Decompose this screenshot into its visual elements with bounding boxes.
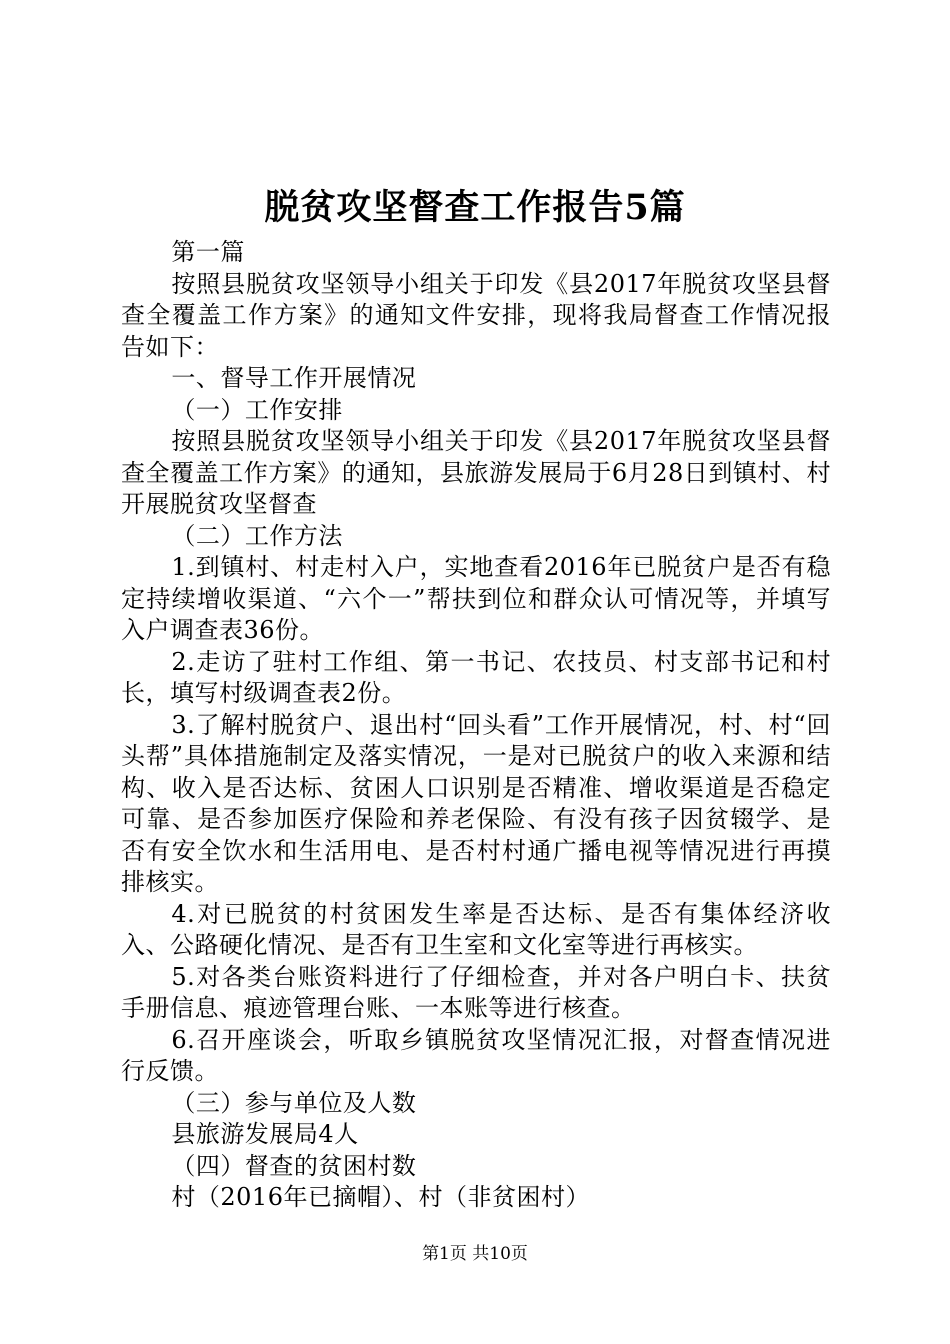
method-item-4: 4.对已脱贫的村贫困发生率是否达标、是否有集体经济收入、公路硬化情况、是否有卫生室和文化室等进行再核实。 xyxy=(121,899,831,959)
subsection-heading-4: （四）督查的贫困村数 xyxy=(171,1151,417,1180)
subsection-heading-1: （一）工作安排 xyxy=(171,395,343,424)
subsection-heading-3: （三）参与单位及人数 xyxy=(171,1088,417,1117)
document-body xyxy=(121,237,831,1214)
subsection-heading-2: （二）工作方法 xyxy=(171,521,343,550)
document-title: 脱贫攻坚督查工作报告5篇 xyxy=(264,187,686,228)
method-item-3: 3.了解村脱贫户、退出村“回头看”工作开展情况，村、村“回头帮”具体措施制定及落实情况，一是对已脱贫户的收入来源和结构、收入是否达标、贫困人口识别是否精准、增收渠道是否稳定可靠、是否参加医疗保险和养老保险、有没有孩子因贫辍学、是否有安全饮水和生活用电、是否村村通广播电视等情况进行再摸排核实。 xyxy=(121,710,831,896)
section-heading-1: 一、督导工作开展情况 xyxy=(171,364,417,392)
method-item-2: 2.走访了驻村工作组、第一书记、农技员、村支部书记和村长，填写村级调查表2份。 xyxy=(121,647,831,707)
work-arrangement-paragraph: 按照县脱贫攻坚领导小组关于印发《县2017年脱贫攻坚县督查全覆盖工作方案》的通知，县旅游发展局于6月28日到镇村、村开展脱贫攻坚督查 xyxy=(121,427,831,518)
participants-paragraph: 县旅游发展局4人 xyxy=(171,1120,359,1148)
method-item-1: 1.到镇村、村走村入户，实地查看2016年已脱贫户是否有稳定持续增收渠道、“六个一”帮扶到位和群众认可情况等，并填写入户调查表36份。 xyxy=(121,553,831,644)
villages-paragraph: 村（2016年已摘帽）、村（非贫困村） xyxy=(171,1183,590,1211)
page-number-footer: 第1页 共10页 xyxy=(422,1244,528,1264)
intro-paragraph: 按照县脱贫攻坚领导小组关于印发《县2017年脱贫攻坚县督查全覆盖工作方案》的通知文件安排，现将我局督查工作情况报告如下： xyxy=(121,269,831,361)
section-heading-first: 第一篇 xyxy=(171,238,245,266)
method-item-6: 6.召开座谈会，听取乡镇脱贫攻坚情况汇报，对督查情况进行反馈。 xyxy=(121,1025,831,1085)
method-item-5: 5.对各类台账资料进行了仔细检查，并对各户明白卡、扶贫手册信息、痕迹管理台账、一本账等进行核查。 xyxy=(121,962,831,1022)
